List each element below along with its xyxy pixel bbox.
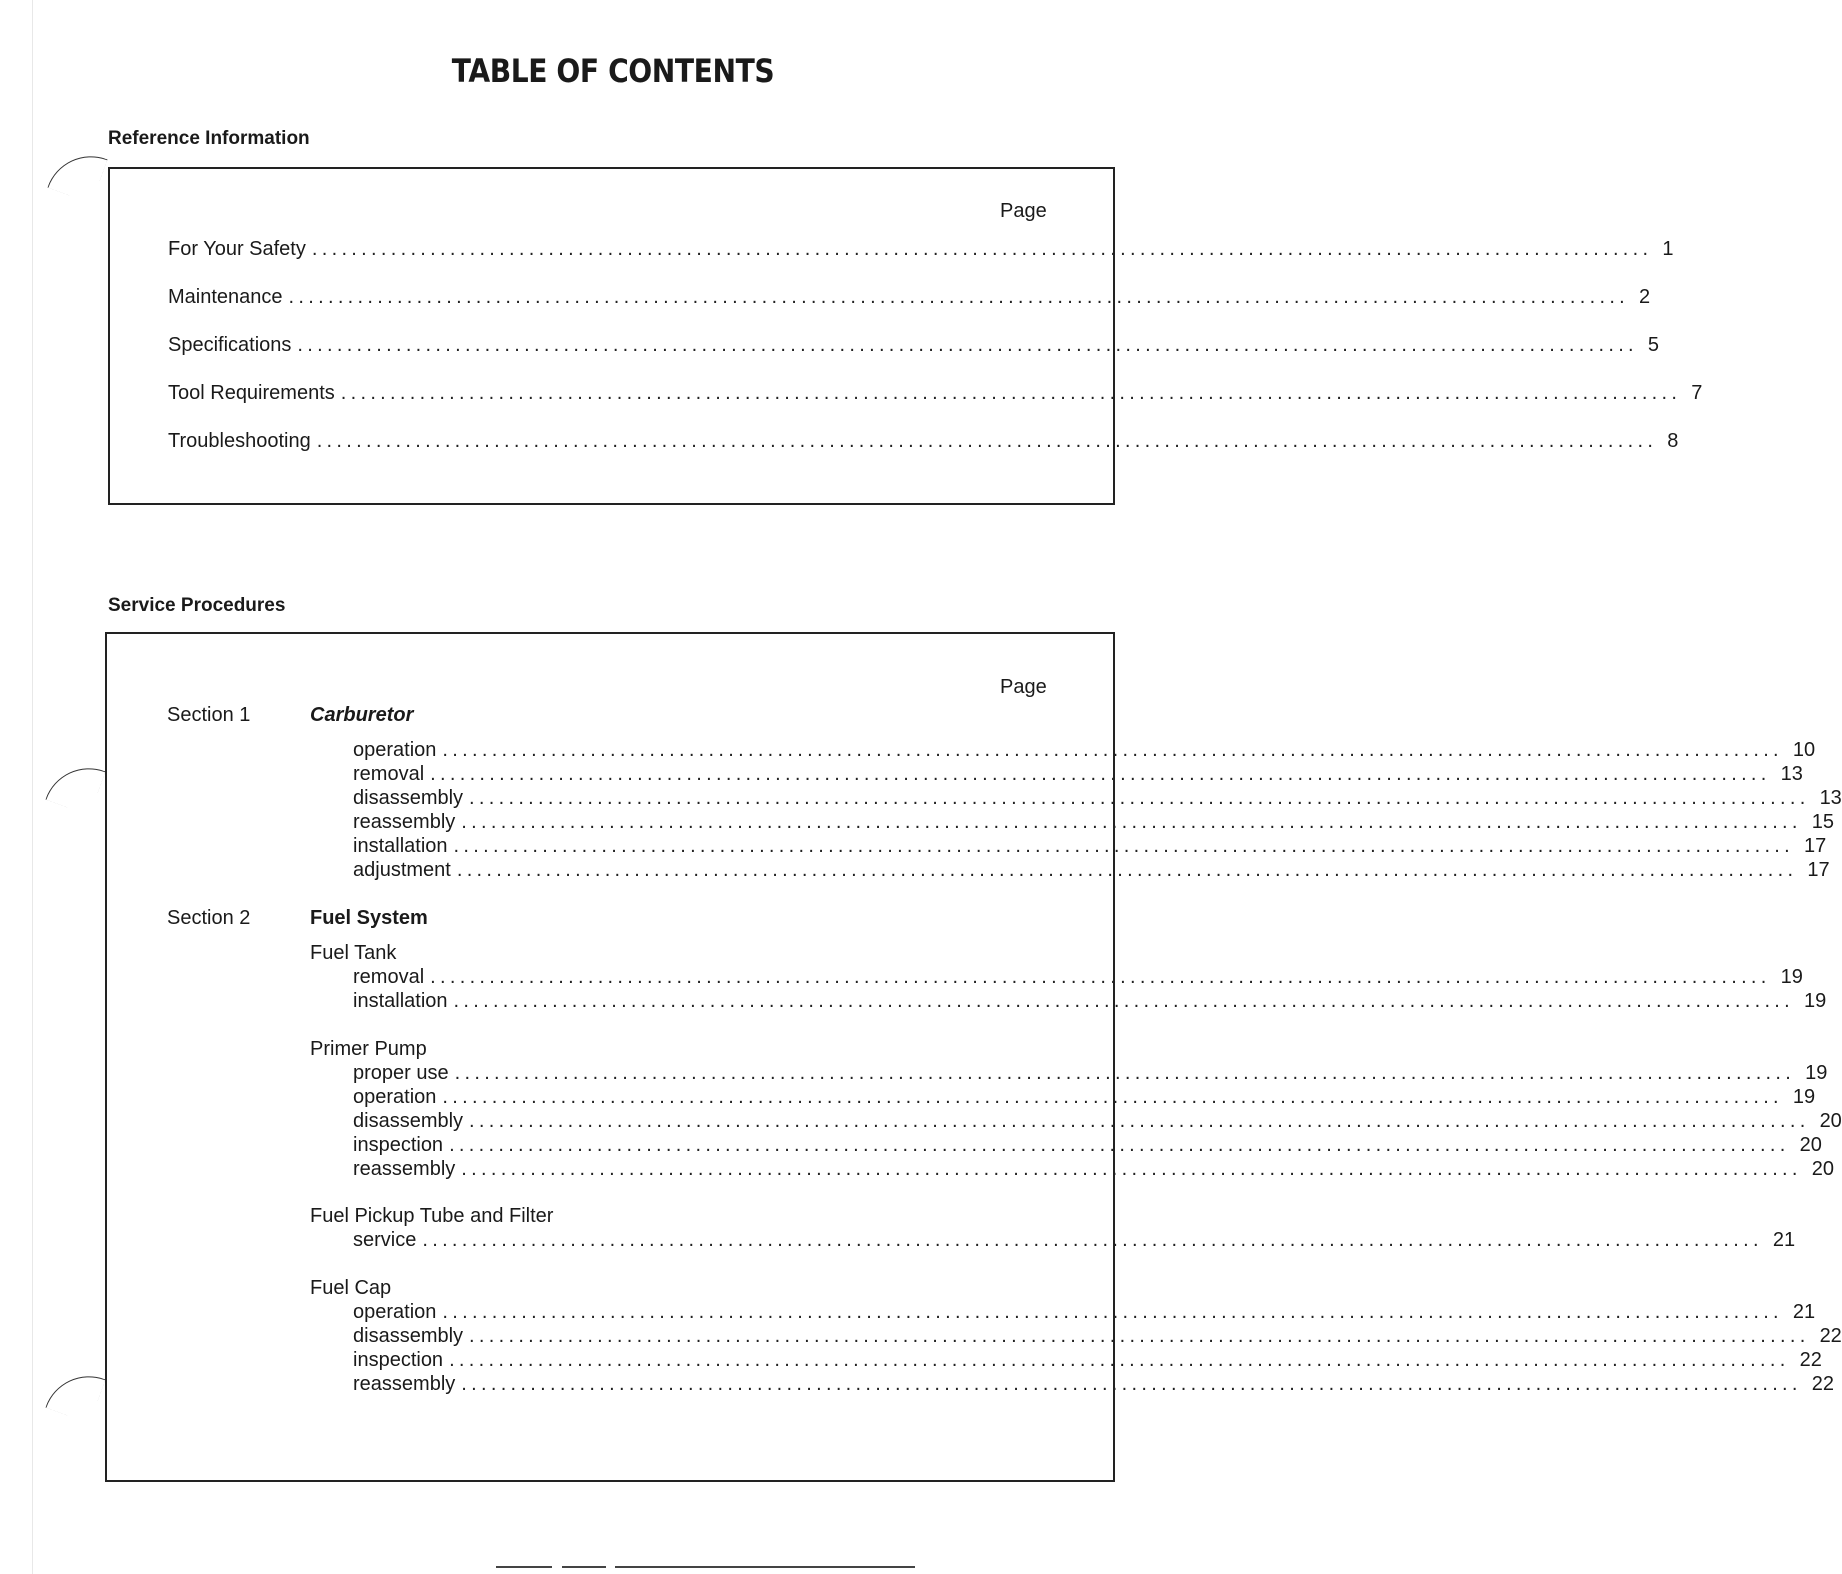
toc-entry-label: disassembly — [353, 1325, 464, 1347]
toc-entry-label: inspection — [353, 1134, 444, 1156]
subsection-primer-pump: Primer Pump — [310, 1038, 427, 1060]
toc-entry-page: 19 — [1792, 1086, 1816, 1108]
toc-entry-label: operation — [353, 739, 437, 761]
toc-entry-page: 22 — [1819, 1325, 1842, 1347]
toc-entry-page: 17 — [1807, 859, 1830, 881]
leader-dots: ........................................................................................................................................ — [453, 990, 1795, 1012]
toc-entry[interactable] — [353, 811, 1835, 834]
leader-dots: ........................................................................................................................................ — [430, 763, 1771, 785]
toc-entry-page: 7 — [1691, 382, 1703, 404]
toc-entry[interactable] — [353, 1134, 1822, 1157]
leader-dots: ........................................................................................................................................ — [461, 811, 1802, 833]
toc-entry-page: 5 — [1647, 334, 1660, 356]
toc-entry[interactable] — [353, 990, 1827, 1013]
toc-entry[interactable] — [353, 1229, 1796, 1252]
toc-entry-label: removal — [353, 966, 425, 988]
toc-entry-label: Specifications — [168, 334, 292, 356]
service-heading: Service Procedures — [108, 595, 286, 616]
leader-dots: ........................................................................................................................................ — [456, 859, 1798, 881]
toc-entry[interactable] — [353, 1062, 1828, 1085]
toc-entry-label: reassembly — [353, 1373, 456, 1395]
leader-dots: ........................................................................................................................................ — [297, 334, 1638, 356]
binder-hole-bottom — [45, 1363, 105, 1423]
binder-hole-top — [47, 143, 107, 203]
subsection-fuel-tank: Fuel Tank — [310, 942, 397, 964]
reference-heading: Reference Information — [108, 128, 310, 149]
toc-entry-page: 19 — [1804, 990, 1827, 1012]
subsection-fuel-cap: Fuel Cap — [310, 1277, 392, 1299]
leader-dots: ........................................................................................................................................ — [453, 835, 1795, 857]
footer-rule — [615, 1566, 915, 1568]
toc-entry-label: adjustment — [353, 859, 451, 881]
section-2-title: Fuel System — [310, 907, 428, 929]
toc-entry-page: 10 — [1792, 739, 1816, 761]
toc-entry-label: inspection — [353, 1349, 444, 1371]
toc-entry[interactable] — [353, 1110, 1842, 1133]
toc-entry[interactable] — [168, 430, 1679, 453]
toc-entry-page: 15 — [1811, 811, 1835, 833]
toc-entry-page: 13 — [1780, 763, 1803, 785]
leader-dots: ........................................................................................................................................ — [469, 1325, 1810, 1347]
toc-entry[interactable] — [168, 286, 1651, 309]
leader-dots: ........................................................................................................................................ — [422, 1229, 1763, 1251]
toc-entry-label: operation — [353, 1301, 437, 1323]
leader-dots: ........................................................................................................................................ — [461, 1373, 1802, 1395]
toc-entry-label: service — [353, 1229, 417, 1251]
footer-rule — [562, 1566, 606, 1568]
toc-entry[interactable] — [353, 1086, 1816, 1109]
leader-dots: ........................................................................................................................................ — [442, 1301, 1783, 1323]
toc-entry-label: Maintenance — [168, 286, 283, 308]
toc-entry-page: 20 — [1799, 1134, 1822, 1156]
toc-entry[interactable] — [353, 859, 1830, 882]
toc-entry[interactable] — [168, 382, 1703, 405]
toc-entry-label: reassembly — [353, 1158, 456, 1180]
leader-dots: ........................................................................................................................................ — [469, 787, 1810, 809]
leader-dots: ........................................................................................................................................ — [288, 286, 1630, 308]
leader-dots: ........................................................................................................................................ — [454, 1062, 1796, 1084]
toc-entry[interactable] — [353, 763, 1803, 786]
section-1-title: Carburetor — [310, 704, 414, 726]
toc-entry[interactable] — [353, 1349, 1822, 1372]
toc-entry[interactable] — [353, 835, 1827, 858]
toc-entry-page: 19 — [1805, 1062, 1828, 1084]
toc-entry-label: removal — [353, 763, 425, 785]
toc-entry-label: installation — [353, 990, 448, 1012]
toc-entry[interactable] — [168, 238, 1674, 261]
leader-dots: ........................................................................................................................................ — [316, 430, 1658, 452]
toc-entry-label: operation — [353, 1086, 437, 1108]
toc-entry[interactable] — [353, 1301, 1816, 1324]
toc-entry-label: disassembly — [353, 787, 464, 809]
page-edge-line — [32, 0, 33, 1574]
leader-dots: ........................................................................................................................................ — [449, 1349, 1790, 1371]
leader-dots: ........................................................................................................................................ — [430, 966, 1771, 988]
leader-dots: ........................................................................................................................................ — [442, 739, 1783, 761]
toc-entry[interactable] — [353, 1325, 1842, 1348]
toc-entry-page: 21 — [1792, 1301, 1816, 1323]
leader-dots: ........................................................................................................................................ — [449, 1134, 1790, 1156]
toc-entry-label: installation — [353, 835, 448, 857]
footer-rule — [496, 1566, 552, 1568]
toc-entry-label: disassembly — [353, 1110, 464, 1132]
toc-entry-label: proper use — [353, 1062, 449, 1084]
binder-hole-middle — [45, 755, 105, 815]
leader-dots: ........................................................................................................................................ — [442, 1086, 1783, 1108]
subsection-fuel-pickup: Fuel Pickup Tube and Filter — [310, 1205, 554, 1227]
page-title: TABLE OF CONTENTS — [451, 52, 775, 90]
toc-entry-page: 19 — [1780, 966, 1803, 988]
toc-entry[interactable] — [353, 966, 1803, 989]
toc-entry[interactable] — [353, 1158, 1835, 1181]
toc-entry[interactable] — [353, 787, 1842, 810]
section-2-label: Section 2 — [167, 907, 251, 929]
toc-entry-page: 21 — [1772, 1229, 1796, 1251]
toc-entry-page: 20 — [1819, 1110, 1842, 1132]
toc-entry-page: 2 — [1639, 286, 1651, 308]
toc-entry-label: Troubleshooting — [168, 430, 311, 452]
toc-entry-page: 1 — [1662, 238, 1674, 260]
reference-page-label: Page — [1000, 200, 1047, 222]
leader-dots: ........................................................................................................................................ — [340, 382, 1682, 404]
toc-entry-label: reassembly — [353, 811, 456, 833]
service-page-label: Page — [1000, 676, 1047, 698]
leader-dots: ........................................................................................................................................ — [311, 238, 1653, 260]
leader-dots: ........................................................................................................................................ — [469, 1110, 1810, 1132]
toc-entry-page: 20 — [1811, 1158, 1835, 1180]
toc-entry-page: 22 — [1811, 1373, 1835, 1395]
toc-entry-page: 8 — [1667, 430, 1679, 452]
toc-entry-page: 13 — [1819, 787, 1842, 809]
toc-entry-page: 22 — [1799, 1349, 1822, 1371]
toc-entry[interactable] — [353, 1373, 1835, 1396]
toc-entry[interactable] — [168, 334, 1660, 357]
toc-entry-label: For Your Safety — [168, 238, 306, 260]
toc-entry-label: Tool Requirements — [168, 382, 335, 404]
leader-dots: ........................................................................................................................................ — [461, 1158, 1802, 1180]
toc-entry[interactable] — [353, 739, 1816, 762]
section-1-label: Section 1 — [167, 704, 251, 726]
toc-entry-page: 17 — [1804, 835, 1827, 857]
